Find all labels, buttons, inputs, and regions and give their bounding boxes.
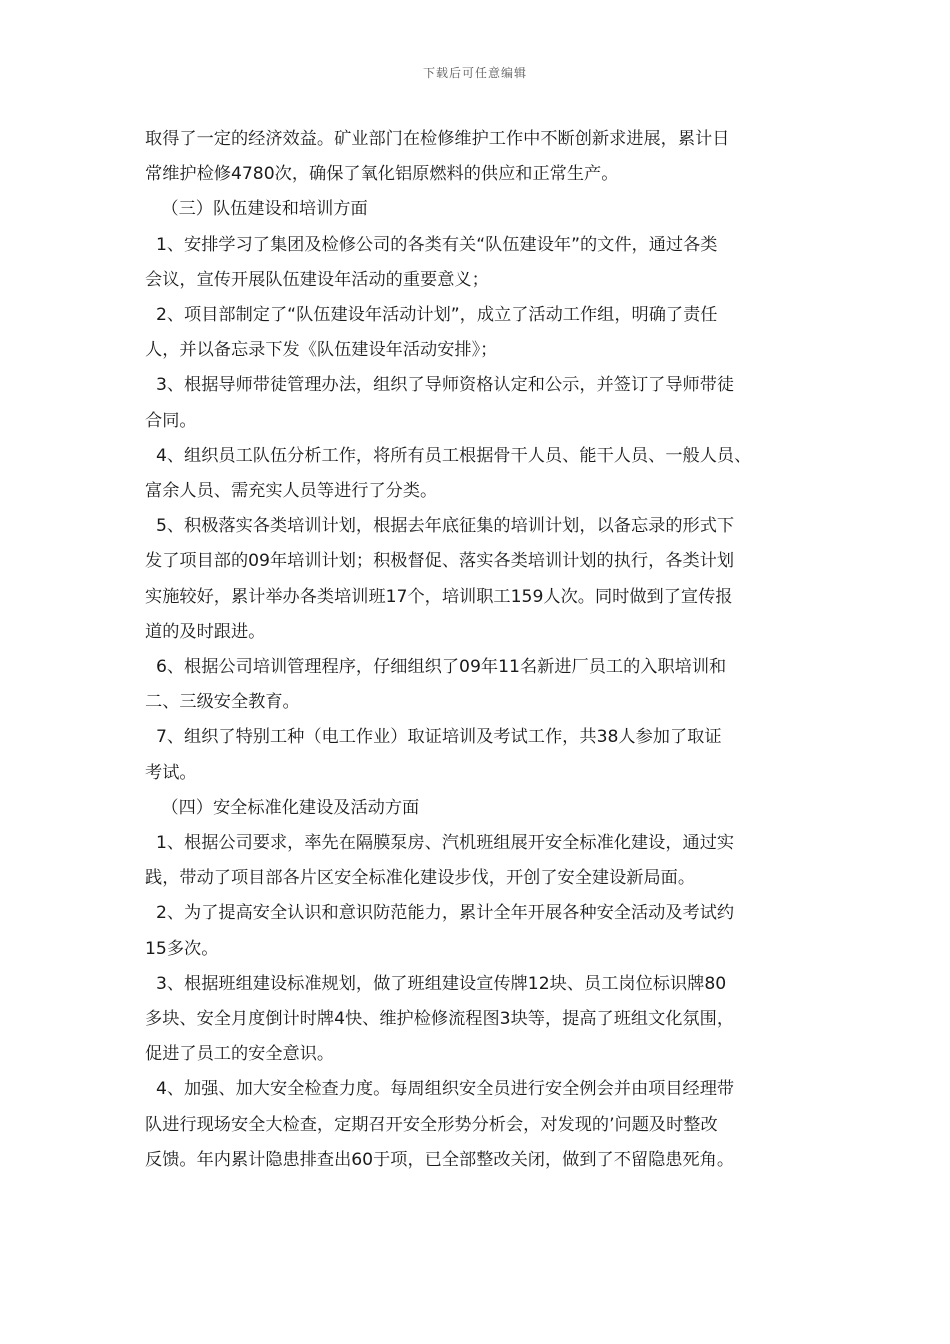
text-line: 2、为了提高安全认识和意识防范能力，累计全年开展各种安全活动及考试约 (145, 903, 735, 924)
text-line: 会议，宣传开展队伍建设年活动的重要意义； (145, 269, 489, 290)
text-line: 2、项目部制定了“队伍建设年活动计划”，成立了活动工作组，明确了责任 (145, 305, 718, 326)
text-line: 5、积极落实各类培训计划，根据去年底征集的培训计划，以备忘录的形式下 (145, 516, 735, 537)
text-line: 6、根据公司培训管理程序，仔细组织了09年11名新进厂员工的入职培训和 (145, 657, 727, 678)
text-line: 队进行现场安全大检查，定期召开安全形势分析会，对发现的’问题及时整改 (145, 1114, 718, 1135)
text-line: 多块、安全月度倒计时牌4快、维护检修流程图3块等，提高了班组文化氛围， (145, 1009, 735, 1030)
text-line: 常维护检修4780次，确保了氧化铝原燃料的供应和正常生产。 (145, 164, 619, 185)
text-line: 4、加强、加大安全检查力度。每周组织安全员进行安全例会并由项目经理带 (145, 1079, 735, 1100)
text-line: 发了项目部的09年培训计划；积极督促、落实各类培训计划的执行，各类计划 (145, 551, 735, 572)
text-line: 二、三级安全教育。 (145, 692, 300, 713)
text-line: 富余人员、需充实人员等进行了分类。 (145, 481, 438, 502)
text-line: 实施较好，累计举办各类培训班17个，培训职工159人次。同时做到了宣传报 (145, 586, 733, 607)
text-line: 促进了员工的安全意识。 (145, 1044, 335, 1065)
text-line: 践，带动了项目部各片区安全标准化建设步伐，开创了安全建设新局面。 (145, 868, 696, 889)
text-line: 道的及时跟进。 (145, 621, 266, 642)
text-line: 3、根据导师带徒管理办法，组织了导师资格认定和公示，并签订了导师带徒 (145, 375, 735, 396)
section-heading: （四）安全标准化建设及活动方面 (145, 797, 420, 818)
text-line: 4、组织员工队伍分析工作，将所有员工根据骨干人员、能干人员、一般人员、 (145, 445, 752, 466)
document-body (145, 122, 825, 1178)
text-line: 考试。 (145, 762, 197, 783)
text-line: 取得了一定的经济效益。矿业部门在检修维护工作中不断创新求进展，累计日 (145, 129, 730, 149)
text-line: 1、安排学习了集团及检修公司的各类有关“队伍建设年”的文件，通过各类 (145, 234, 718, 255)
page-header: 下载后可任意编辑 (422, 66, 527, 80)
text-line: 7、组织了特别工种（电工作业）取证培训及考试工作，共38人参加了取证 (145, 727, 722, 748)
section-heading: （三）队伍建设和培训方面 (145, 199, 368, 220)
text-line: 反馈。年内累计隐患排查出60于项，已全部整改关闭，做到了不留隐患死角。 (145, 1149, 735, 1170)
text-line: 人，并以备忘录下发《队伍建设年活动安排》； (145, 340, 498, 361)
text-line: 合同。 (145, 410, 197, 431)
text-line: 3、根据班组建设标准规划，做了班组建设宣传牌12块、员工岗位标识牌80 (145, 973, 727, 994)
text-line: 15多次。 (145, 938, 219, 959)
text-line: 1、根据公司要求，率先在隔膜泵房、汽机班组展开安全标准化建设，通过实 (145, 833, 735, 854)
